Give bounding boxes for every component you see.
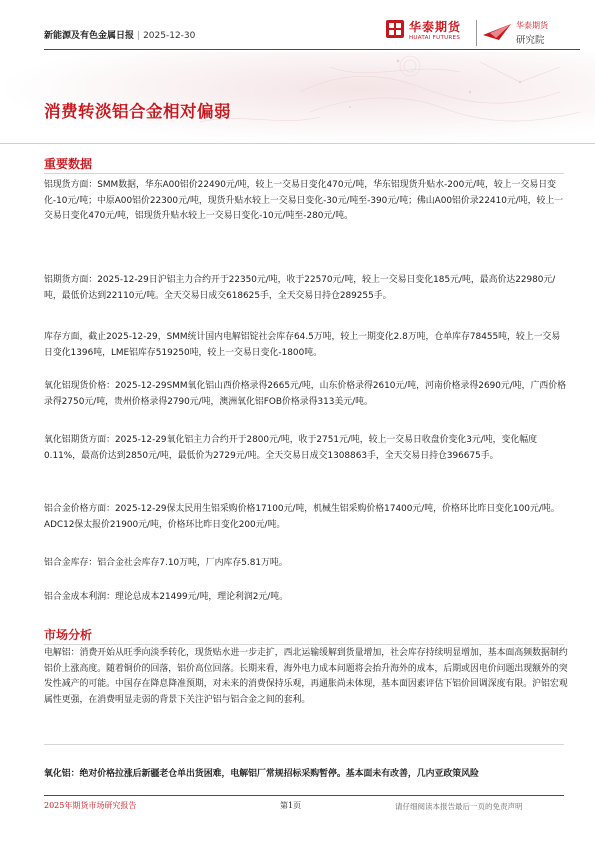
section-rule: [44, 644, 564, 645]
category-label: 新能源及有色金属日报: [44, 31, 135, 41]
paragraph-aluminum-spot: 铝现货方面：SMM数据，华东A00铝价22490元/吨，较上一交易日变化470元/吨，华东铝现货升贴水-200元/吨，较上一交易日变化-10元/吨；中原A00铝价22300元/吨，现货升贴水较上一交易日变化-30元/吨至-390元/吨；佛山A00铝价录22410元/吨，较上一交易日变化470元/吨，铝现货升贴水较上一交易日变化-10元/吨至-280元/吨。: [44, 180, 564, 221]
huatai-logo-icon: [385, 19, 405, 39]
logo-chinese-name: 华泰期货: [409, 20, 462, 34]
logo-divider: [476, 20, 477, 46]
title-rule: [0, 143, 595, 144]
footer-rule: [44, 795, 564, 796]
paragraph-inventory: 库存方面，截止2025-12-29，SMM统计国内电解铝锭社会库存64.5万吨，较上一期变化2.8万吨，仓单库存78455吨，较上一交易日变化1396吨，LME铝库存519250吨，较上一交易日变化-1800吨。: [44, 332, 561, 358]
report-date: 2025-12-30: [143, 31, 196, 41]
institute-name: 研究院: [516, 35, 545, 46]
footer-report-name: 2025年期货市场研究报告: [44, 801, 137, 810]
footer-page-number: 第1页: [280, 801, 302, 810]
paragraph-alumina-spot: 氧化铝现货价格：2025-12-29SMM氧化铝山西价格录得2665元/吨，山东价格录得2610元/吨，河南价格录得2690元/吨，广西价格录得2750元/吨，贵州价格录得2790元/吨，澳洲氧化铝FOB价格录得313美元/吨。: [44, 381, 566, 407]
page-header: [0, 0, 595, 52]
section-title-market-analysis: 市场分析: [44, 628, 93, 642]
paragraph-alumina-analysis: 氧化铝：绝对价格拉涨后新疆老仓单出货困难，电解铝厂常规招标采购暂停。基本面未有改善，几内亚政策风险: [44, 769, 479, 779]
research-institute-logo: [480, 17, 580, 49]
section-title-key-data: 重要数据: [44, 157, 93, 171]
page-title: 消费转淡铝合金相对偏弱: [44, 102, 231, 121]
section-rule: [44, 173, 564, 174]
paragraph-alloy-cost-profit: 铝合金成本利润：理论总成本21499元/吨，理论利润2元/吨。: [44, 592, 288, 602]
paragraph-alumina-futures: 氧化铝期货方面：2025-12-29氧化铝主力合约开于2800元/吨，收于2751元/吨，较上一交易日收盘价变化3元/吨，变化幅度0.11%，最高价达到2850元/吨，最低价为2729元/吨。全天交易日成交1308863手，全天交易日持仓396675手。: [44, 435, 537, 461]
paragraph-electrolytic-aluminum: 电解铝：消费开始从旺季向淡季转化，现货贴水进一步走扩，西北运输缓解到货量增加，社会库存持续明显增加，基本面高频数据制约铝价上涨高度。随着铜价的回落，铝价高位回落。长期来看，海外电力成本问题将会抬升海外的成本，后期或因电价问题出现额外的突发性减产的可能。中国存在降息降准预期，对未来的消费保持乐观，再通胀尚未体现，基本面因素评估下铝价回调深度有限。沪铝宏观属性更强，在消费明显走弱的背景下关注沪铝与铝合金之间的套利。: [44, 648, 568, 705]
huatai-futures-logo: [385, 18, 475, 48]
paragraph-alloy-inventory: 铝合金库存：铝合金社会库存7.10万吨，厂内库存5.81万吨。: [44, 558, 288, 568]
header-rule: [44, 49, 580, 50]
institute-company-name: 华泰期货: [516, 21, 548, 30]
paragraph-divider: [44, 744, 564, 745]
report-category: [44, 28, 195, 41]
logo-english-name: HUATAI FUTURES: [409, 35, 461, 41]
paragraph-aluminum-futures: 铝期货方面：2025-12-29日沪铝主力合约开于22350元/吨，收于22570元/吨，较上一交易日变化185元/吨，最高价达22980元/吨，最低价达到22110元/吨。全天交易日成交618625手，全天交易日持仓289255手。: [44, 275, 556, 301]
paragraph-alloy-price: 铝合金价格方面：2025-12-29保太民用生铝采购价格17100元/吨，机械生铝采购价格17400元/吨，价格环比昨日变化100元/吨。ADC12保太报价21900元/吨，价格环比昨日变化200元/吨。: [44, 504, 560, 530]
header-separator: |: [137, 31, 141, 41]
footer-disclaimer: 请仔细阅读本报告最后一页的免责声明: [395, 802, 523, 811]
institute-logo-icon: [482, 21, 512, 41]
